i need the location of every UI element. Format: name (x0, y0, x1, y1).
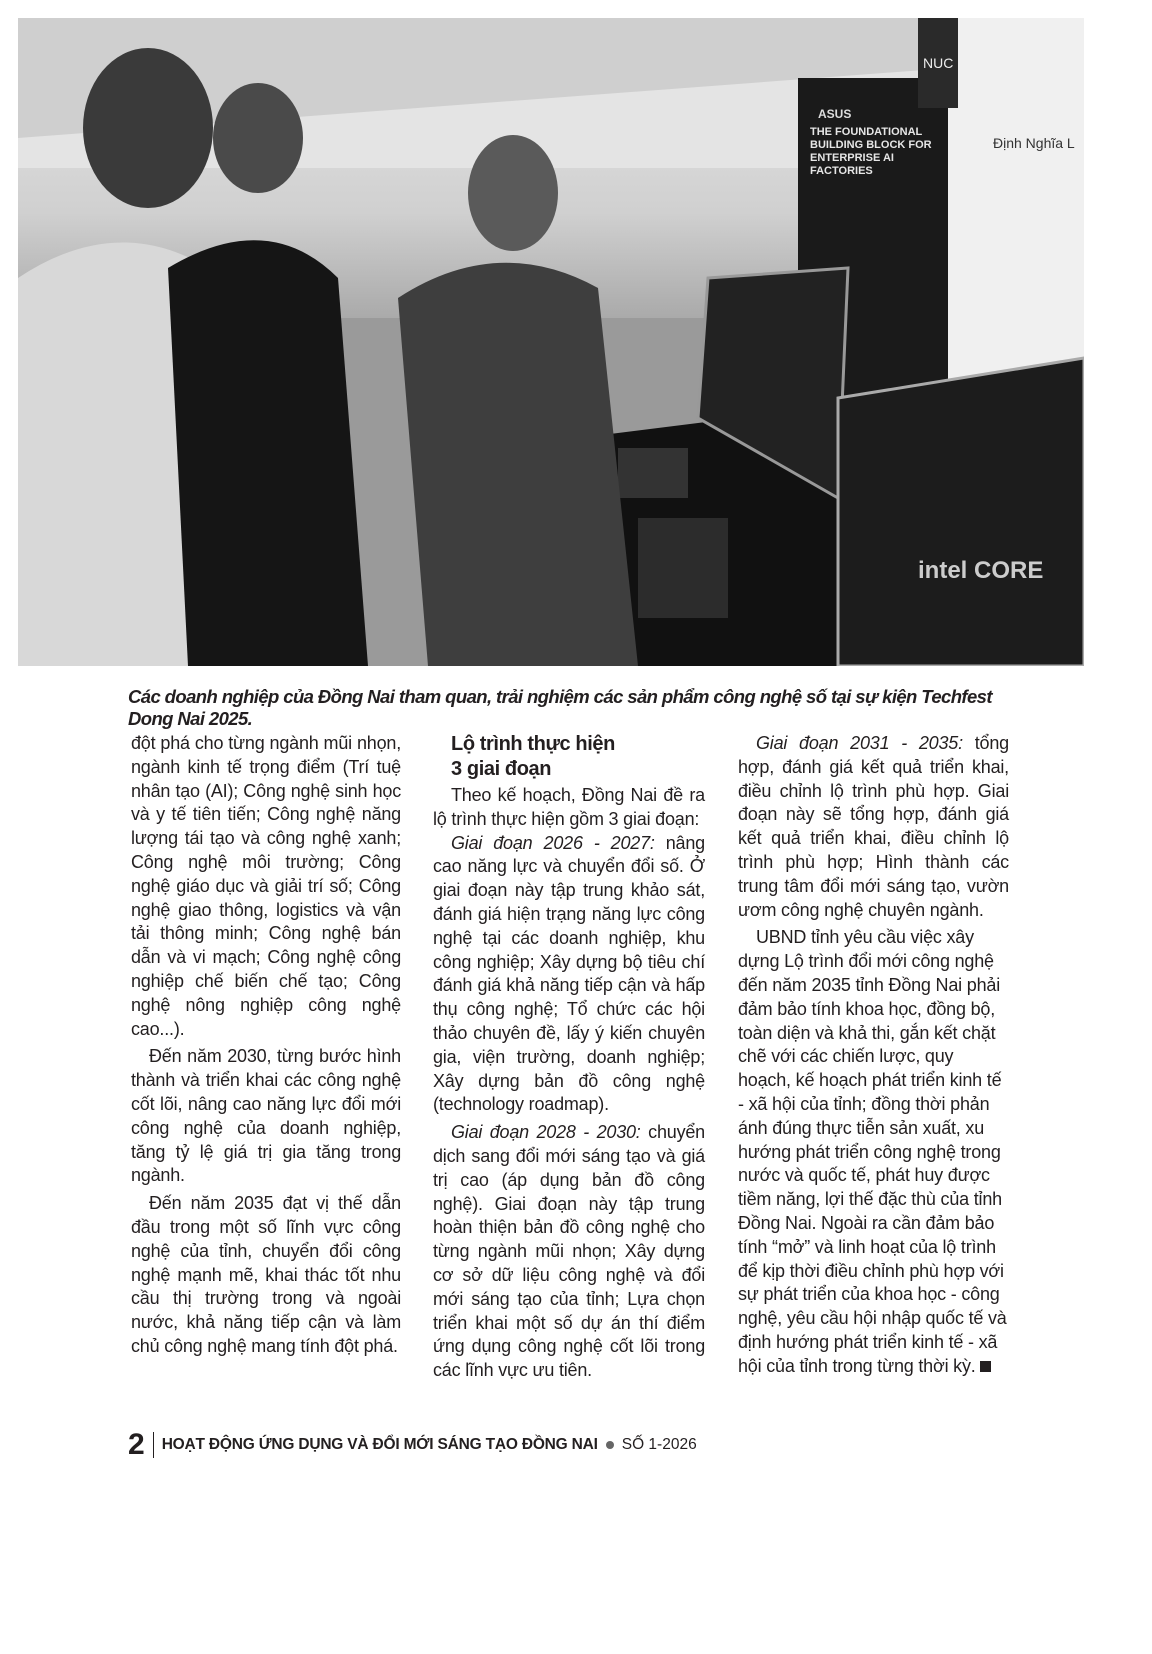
publication-title: HOẠT ĐỘNG ỨNG DỤNG VÀ ĐỔI MỚI SÁNG TẠO ĐỒNG NAI (161, 1436, 598, 1453)
person-middle (168, 240, 368, 666)
paragraph-text: UBND tỉnh yêu cầu việc xây dựng Lộ trình đổi mới công nghệ đến năm 2035 tỉnh Đồng Nai phải đảm bảo tính khoa học, đồng bộ, toàn diện và khả thi, gắn kết chặt chẽ với các chiến lược, quy hoạch, kế hoạch phát triển kinh tế - xã hội của tỉnh; đồng thời phản ánh đúng thực tiễn sản xuất, xu hướng phát triển công nghệ trong nước và quốc tế, phát huy được tiềm năng, lợi thế đặc thù của tỉnh Đồng Nai. Ngoài ra cần đảm bảo tính “mở” và linh hoạt của lộ trình để kịp thời điều chỉnh phù hợp với sự phát triển của khoa học - công nghệ, yêu cầu hội nhập quốc tế và định hướng phát triển kinh tế - xã hội của tỉnh trong từng thời kỳ. (738, 927, 1007, 1376)
phase-text: chuyển dịch sang đổi mới sáng tạo và giá trị cao (áp dụng bản đồ công nghệ). Giai đoạn này tập trung hoàn thiện bản đồ công nghệ cho từng ngành mũi nhọn; Xây dựng cơ sở dữ liệu công nghệ và đổi mới sáng tạo của tỉnh; Lựa chọn triển khai một số dự án thí điểm ứng dụng công nghệ cốt lõi trong các lĩnh vực ưu tiên. (433, 1122, 705, 1381)
keyboard (638, 518, 728, 618)
end-of-article-icon (980, 1361, 991, 1372)
article-column-2 (433, 732, 705, 1387)
phase-text: tổng hợp, đánh giá kết quả triển khai, điều chỉnh lộ trình phù hợp. Giai đoạn này sẽ tổng hợp, đánh giá kết quả triển khai, điều chỉnh lộ trình phù hợp; Hình thành các trung tâm đổi mới sáng tạo, vườn ươm công nghệ chuyên ngành. (738, 733, 1009, 920)
divider (153, 1432, 154, 1458)
banner-slogan-frame (810, 126, 938, 226)
banner-slogan: THE FOUNDATIONAL BUILDING BLOCK FOR ENTERPRISE AI FACTORIES (810, 126, 932, 177)
booth-sign-text: Định Nghĩa L (993, 135, 1075, 151)
article-column-3 (738, 732, 1009, 1383)
nuc-logo-text: NUC (923, 55, 954, 71)
section-heading (451, 732, 705, 782)
banner-brand: ASUS (818, 107, 852, 121)
phase-label: Giai đoạn 2026 - 2027: (451, 832, 655, 853)
paragraph: Đến năm 2035 đạt vị thế dẫn đầu trong một số lĩnh vực công nghệ của tỉnh, chuyển đổi công nghệ mạnh mẽ, khai thác tốt nhu cầu thị trường trong và ngoài nước, khả năng tiếp cận và làm chủ công nghệ mang tính đột phá. (131, 1193, 401, 1356)
event-photo (18, 18, 1084, 666)
bullet-icon (606, 1441, 614, 1449)
paragraph (738, 926, 1009, 1378)
phase-label: Giai đoạn 2031 - 2035: (756, 733, 963, 753)
intel-core-text: intel CORE (918, 557, 1044, 584)
paragraph: Theo kế hoạch, Đồng Nai đề ra lộ trình thực hiện gồm 3 giai đoạn: (433, 785, 705, 829)
keyboard (618, 448, 688, 498)
page-footer (128, 1428, 697, 1462)
article-column-1 (131, 732, 401, 1363)
photo-illustration (18, 18, 1084, 666)
paragraph (738, 732, 1009, 922)
paragraph: Đến năm 2030, từng bước hình thành và triển khai các công nghệ cốt lõi, nâng cao năng lực đổi mới công nghệ của doanh nghiệp, tăng tỷ lệ giá trị gia tăng trong ngành. (131, 1046, 401, 1186)
paragraph: đột phá cho từng ngành mũi nhọn, ngành kinh tế trọng điểm (Trí tuệ nhân tạo (AI); Công nghệ sinh học và y tế tiên tiến; Công nghệ năng lượng tái tạo và công nghệ xanh; Công nghệ môi trường; Công nghệ giáo dục và giải trí số; Công nghệ giao thông, logistics và vận tải thông minh; Công nghệ bán dẫn và vi mạch; Công nghệ công nghiệp chế biến chế tạo; Công nghệ nông nghiệp công nghệ cao...). (131, 733, 401, 1039)
paragraph (433, 1121, 705, 1383)
issue-number: SỐ 1-2026 (621, 1436, 697, 1453)
heading-line: Lộ trình thực hiện (451, 733, 615, 755)
heading-line: 3 giai đoạn (451, 758, 552, 780)
page-number: 2 (128, 1428, 145, 1461)
paragraph (433, 832, 705, 1118)
photo-caption: Các doanh nghiệp của Đồng Nai tham quan, trải nghiệm các sản phẩm công nghệ số tại sự kiện Techfest Dong Nai 2025. (128, 686, 992, 729)
phase-label: Giai đoạn 2028 - 2030: (451, 1122, 641, 1143)
phase-text: nâng cao năng lực và chuyển đổi số. Ở giai đoạn này tập trung khảo sát, đánh giá hiện trạng năng lực công nghệ tại các doanh nghiệp, khu công nghiệp; Xây dựng bộ tiêu chí đánh giá khả năng tiếp cận và hấp thụ công nghệ; Tổ chức các hội thảo chuyên đề, lấy ý kiến chuyên gia, viện trường, doanh nghiệp; Xây dựng bản đồ công nghệ (technology roadmap). (433, 832, 705, 1115)
